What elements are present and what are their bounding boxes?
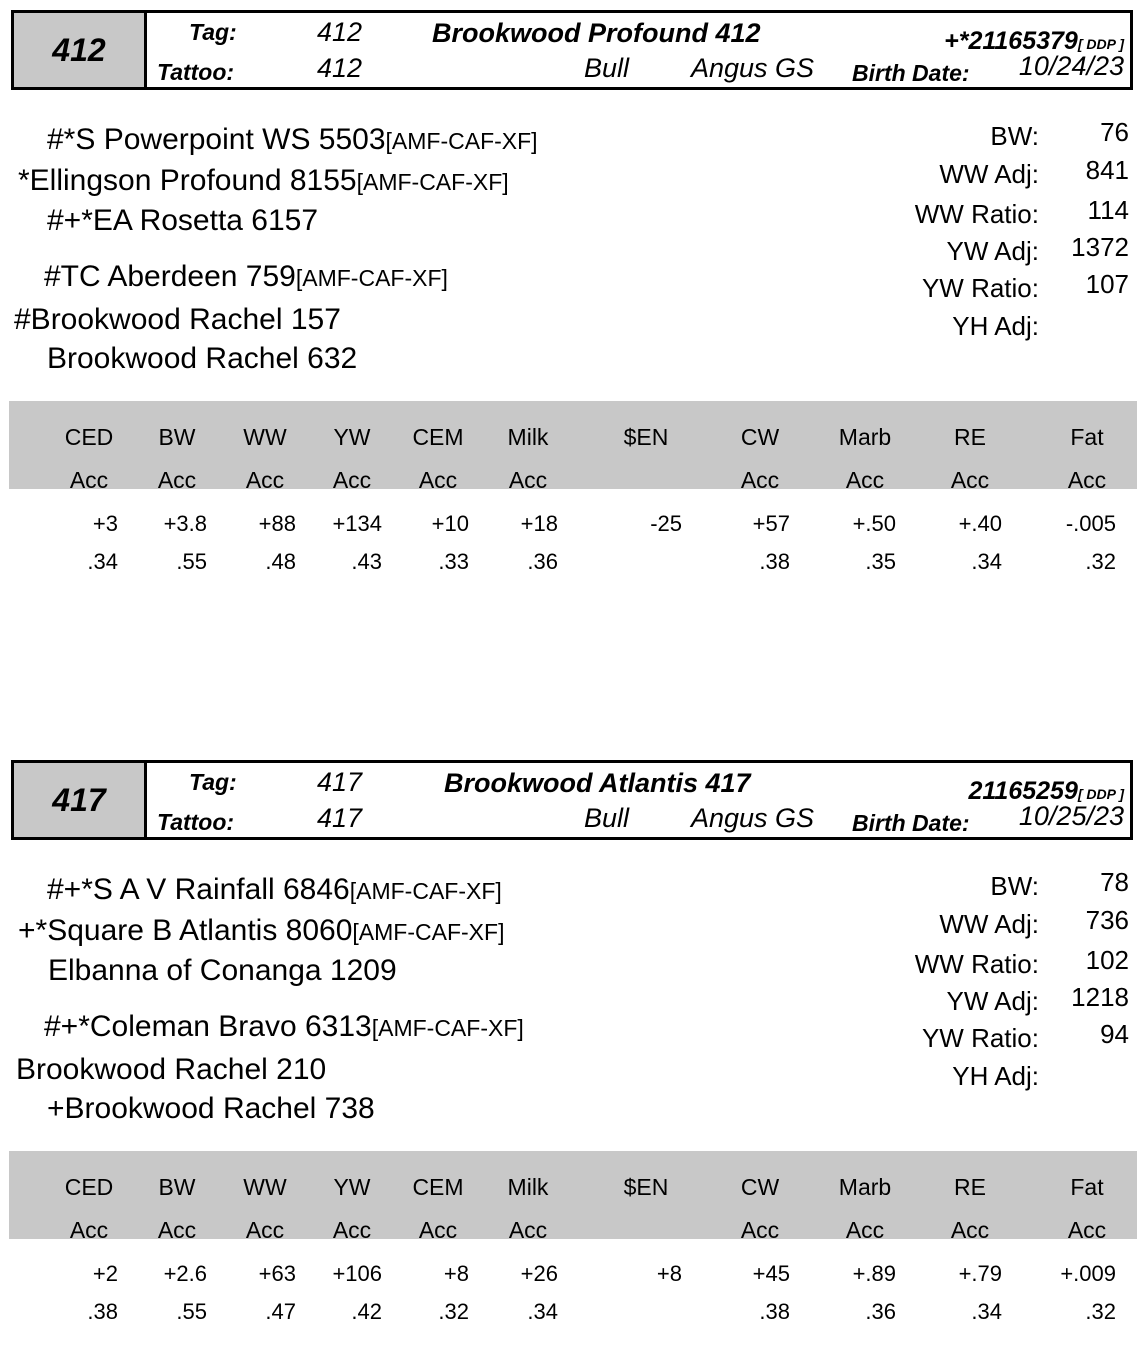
- perf-value: 78: [1100, 867, 1129, 897]
- pedigree-suffix: [AMF-CAF-XF]: [352, 919, 505, 945]
- epd-value-5: +18: [520, 511, 558, 536]
- tattoo-label: Tattoo:: [157, 809, 235, 835]
- acc-header-1: Acc: [157, 1217, 197, 1243]
- perf-label: YH Adj:: [952, 1061, 1039, 1091]
- epd-value-10: +.009: [1060, 1261, 1116, 1286]
- acc-value-2: .48: [265, 549, 296, 574]
- epd-header-8: Marb: [838, 1174, 892, 1200]
- pedigree-suffix: [AMF-CAF-XF]: [295, 265, 448, 291]
- acc-value-8: .35: [865, 549, 896, 574]
- epd-value-9: +.79: [958, 1261, 1002, 1286]
- epd-value-8: +.89: [852, 1261, 896, 1286]
- epd-value-6: +8: [656, 1261, 682, 1286]
- epd-value-9: +.40: [958, 511, 1002, 536]
- animal-breed: Angus GS: [691, 53, 815, 83]
- acc-header-2: Acc: [245, 1217, 285, 1243]
- animal-sex: Bull: [584, 53, 630, 83]
- perf-label: BW:: [990, 871, 1039, 901]
- pedigree-dam: [16, 1053, 326, 1087]
- registration-suffix: [ DDP ]: [1077, 36, 1124, 52]
- acc-header-8: Acc: [845, 467, 885, 493]
- epd-value-6: -25: [650, 511, 682, 536]
- epd-value-1: +2.6: [163, 1261, 207, 1286]
- epd-value-2: +88: [258, 511, 296, 536]
- registration-value: 21165259: [968, 777, 1078, 805]
- pedigree-name: Brookwood Rachel 632: [47, 342, 358, 375]
- perf-label: WW Ratio:: [914, 949, 1039, 979]
- perf-label: YW Adj:: [946, 986, 1039, 1016]
- epd-value-3: +106: [332, 1261, 382, 1286]
- acc-header-1: Acc: [157, 467, 197, 493]
- pedigree-name: #Brookwood Rachel 157: [14, 303, 341, 336]
- acc-value-8: .36: [865, 1299, 896, 1324]
- tag-label: Tag:: [189, 19, 237, 45]
- pedigree-sire-dam: [47, 204, 318, 238]
- birth-date-value: 10/25/23: [1018, 801, 1124, 831]
- perf-label: YH Adj:: [952, 311, 1039, 341]
- tag-label: Tag:: [189, 769, 237, 795]
- epd-header-0: CED: [64, 1174, 114, 1200]
- tattoo-value: 417: [317, 803, 363, 833]
- epd-header-1: BW: [158, 1174, 196, 1200]
- pedigree-dam-sire: [44, 1010, 524, 1044]
- acc-header-10: Acc: [1067, 1217, 1107, 1243]
- lot-card: [0, 750, 1137, 1350]
- pedigree-name: *Ellingson Profound 8155: [18, 164, 357, 197]
- tag-value: 417: [317, 767, 363, 797]
- epd-header-6: $EN: [623, 1174, 669, 1200]
- acc-value-4: .33: [438, 549, 469, 574]
- acc-header-0: Acc: [69, 1217, 109, 1243]
- acc-value-0: .34: [87, 549, 118, 574]
- acc-value-7: .38: [759, 1299, 790, 1324]
- epd-value-8: +.50: [852, 511, 896, 536]
- epd-value-0: +3: [92, 511, 118, 536]
- perf-value: 76: [1100, 117, 1129, 147]
- acc-value-10: .32: [1085, 549, 1116, 574]
- epd-value-10: -.005: [1065, 511, 1116, 536]
- pedigree-name: #TC Aberdeen 759: [44, 260, 296, 293]
- epd-value-0: +2: [92, 1261, 118, 1286]
- pedigree-sire-dam: [48, 954, 397, 988]
- acc-header-0: Acc: [69, 467, 109, 493]
- perf-label: BW:: [990, 121, 1039, 151]
- acc-header-9: Acc: [950, 467, 990, 493]
- pedigree-sire-sire: [47, 123, 538, 157]
- acc-header-10: Acc: [1067, 467, 1107, 493]
- epd-header-6: $EN: [623, 424, 669, 450]
- acc-value-1: .55: [176, 549, 207, 574]
- pedigree-name: #+*Coleman Bravo 6313: [44, 1010, 372, 1043]
- epd-header-2: WW: [243, 424, 287, 450]
- acc-header-7: Acc: [740, 1217, 780, 1243]
- acc-value-3: .43: [351, 549, 382, 574]
- epd-value-1: +3.8: [163, 511, 207, 536]
- lot-header: [11, 760, 1133, 840]
- pedigree-name: +*Square B Atlantis 8060: [18, 914, 353, 947]
- perf-value: 94: [1100, 1019, 1129, 1049]
- acc-value-1: .55: [176, 1299, 207, 1324]
- lot-header: [11, 10, 1133, 90]
- epd-header-8: Marb: [838, 424, 892, 450]
- epd-header-10: Fat: [1070, 424, 1104, 450]
- tattoo-label: Tattoo:: [157, 59, 235, 85]
- perf-value: 736: [1085, 905, 1129, 935]
- tag-value: 412: [317, 17, 363, 47]
- perf-value: 1372: [1071, 232, 1129, 262]
- animal-name: Brookwood Profound 412: [432, 18, 761, 48]
- acc-value-5: .34: [527, 1299, 558, 1324]
- perf-label: YW Ratio:: [921, 1023, 1039, 1053]
- birth-date-label: Birth Date:: [852, 810, 970, 836]
- perf-label: WW Adj:: [939, 159, 1039, 189]
- pedigree-suffix: [AMF-CAF-XF]: [349, 878, 502, 904]
- epd-header-10: Fat: [1070, 1174, 1104, 1200]
- epd-header-4: CEM: [412, 424, 464, 450]
- pedigree-dam-dam: [47, 1092, 375, 1126]
- acc-header-8: Acc: [845, 1217, 885, 1243]
- perf-value: 1218: [1071, 982, 1129, 1012]
- pedigree-name: #*S Powerpoint WS 5503: [47, 123, 386, 156]
- pedigree-name: Elbanna of Conanga 1209: [48, 954, 397, 987]
- perf-label: YW Ratio:: [921, 273, 1039, 303]
- epd-header-0: CED: [64, 424, 114, 450]
- epd-value-7: +57: [752, 511, 790, 536]
- birth-date-value: 10/24/23: [1018, 51, 1124, 81]
- pedigree-name: #+*EA Rosetta 6157: [47, 204, 319, 237]
- birth-date-label: Birth Date:: [852, 60, 970, 86]
- acc-header-5: Acc: [508, 1217, 548, 1243]
- animal-sex: Bull: [584, 803, 630, 833]
- pedigree-name: Brookwood Rachel 210: [16, 1053, 327, 1086]
- epd-header-1: BW: [158, 424, 196, 450]
- pedigree-name: +Brookwood Rachel 738: [47, 1092, 375, 1125]
- acc-value-4: .32: [438, 1299, 469, 1324]
- epd-header-4: CEM: [412, 1174, 464, 1200]
- epd-header-5: Milk: [507, 424, 549, 450]
- acc-value-9: .34: [971, 549, 1002, 574]
- acc-value-10: .32: [1085, 1299, 1116, 1324]
- pedigree-sire-sire: [47, 873, 502, 907]
- acc-value-0: .38: [87, 1299, 118, 1324]
- animal-breed: Angus GS: [691, 803, 815, 833]
- perf-value: 114: [1087, 195, 1129, 225]
- epd-header-9: RE: [954, 424, 986, 450]
- pedigree-suffix: [AMF-CAF-XF]: [371, 1015, 524, 1041]
- epd-value-5: +26: [520, 1261, 558, 1286]
- acc-value-3: .42: [351, 1299, 382, 1324]
- epd-header-9: RE: [954, 1174, 986, 1200]
- epd-value-2: +63: [258, 1261, 296, 1286]
- registration-suffix: [ DDP ]: [1077, 786, 1124, 802]
- perf-label: YW Adj:: [946, 236, 1039, 266]
- pedigree-sire: [18, 164, 509, 198]
- perf-value: 107: [1085, 269, 1129, 299]
- acc-value-2: .47: [265, 1299, 296, 1324]
- acc-header-2: Acc: [245, 467, 285, 493]
- acc-value-5: .36: [527, 549, 558, 574]
- acc-value-7: .38: [759, 549, 790, 574]
- pedigree-sire: [18, 914, 504, 948]
- pedigree-dam-dam: [47, 342, 357, 376]
- pedigree-dam-sire: [44, 260, 448, 294]
- epd-header-5: Milk: [507, 1174, 549, 1200]
- acc-header-9: Acc: [950, 1217, 990, 1243]
- perf-label: WW Adj:: [939, 909, 1039, 939]
- acc-value-9: .34: [971, 1299, 1002, 1324]
- epd-value-3: +134: [332, 511, 382, 536]
- acc-header-4: Acc: [418, 1217, 458, 1243]
- perf-value: 102: [1085, 945, 1129, 975]
- acc-header-7: Acc: [740, 467, 780, 493]
- acc-header-3: Acc: [332, 1217, 372, 1243]
- acc-header-4: Acc: [418, 467, 458, 493]
- perf-label: WW Ratio:: [914, 199, 1039, 229]
- lot-number: 417: [14, 763, 147, 837]
- lot-number: 412: [14, 13, 147, 87]
- epd-value-4: +10: [431, 511, 469, 536]
- pedigree-suffix: [AMF-CAF-XF]: [356, 169, 509, 195]
- epd-header-3: YW: [333, 1174, 371, 1200]
- lot-card: [0, 0, 1137, 600]
- acc-header-3: Acc: [332, 467, 372, 493]
- epd-header-7: CW: [740, 424, 780, 450]
- tattoo-value: 412: [317, 53, 363, 83]
- pedigree-dam: [14, 303, 341, 337]
- registration-value: +*21165379: [944, 27, 1078, 55]
- acc-header-5: Acc: [508, 467, 548, 493]
- epd-value-4: +8: [443, 1261, 469, 1286]
- pedigree-suffix: [AMF-CAF-XF]: [385, 128, 538, 154]
- epd-header-2: WW: [243, 1174, 287, 1200]
- epd-header-7: CW: [740, 1174, 780, 1200]
- animal-name: Brookwood Atlantis 417: [444, 768, 751, 798]
- epd-value-7: +45: [752, 1261, 790, 1286]
- pedigree-name: #+*S A V Rainfall 6846: [47, 873, 350, 906]
- epd-header-3: YW: [333, 424, 371, 450]
- perf-value: 841: [1085, 155, 1129, 185]
